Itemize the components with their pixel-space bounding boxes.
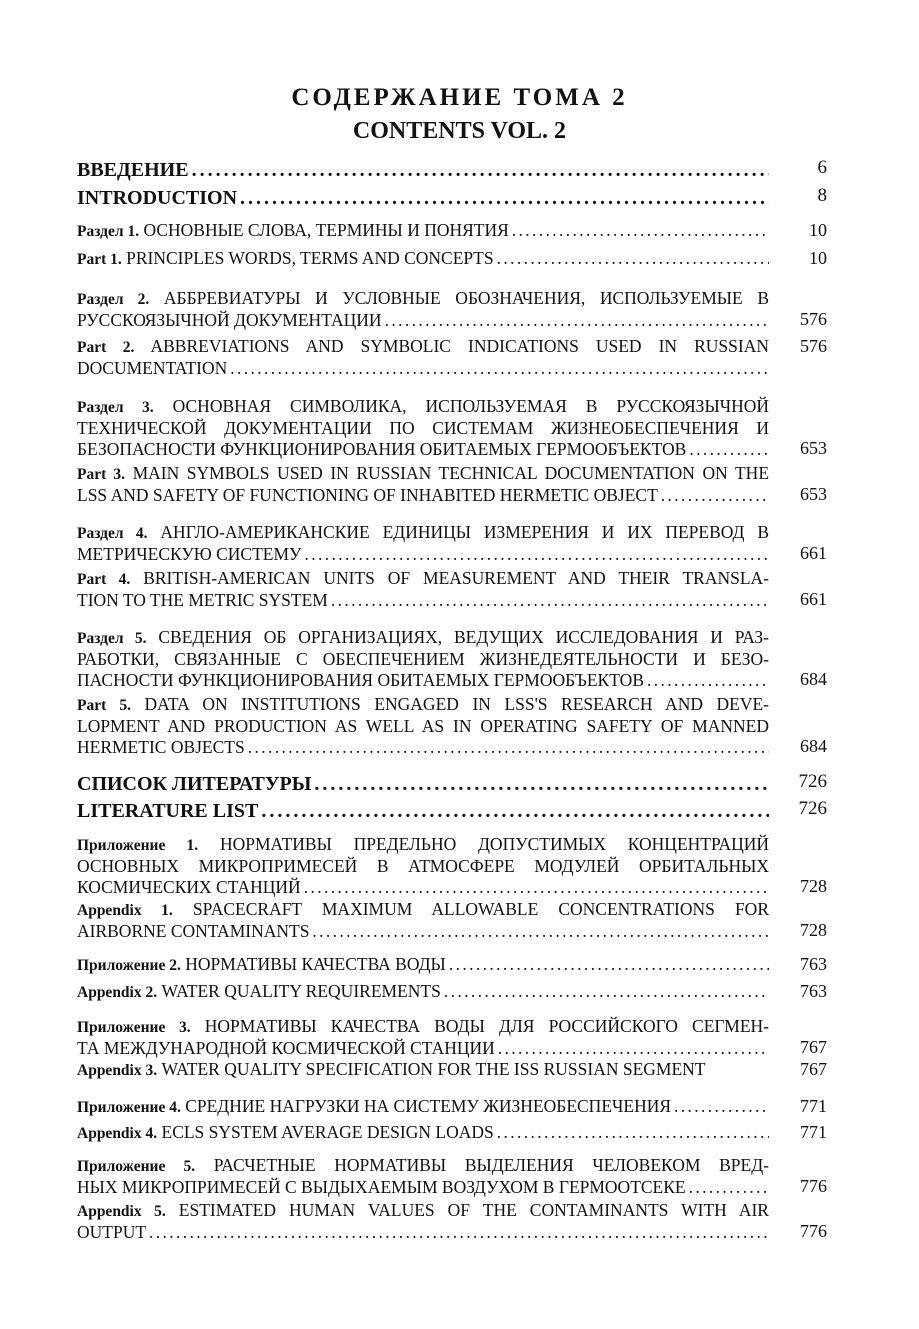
dot-leader [240,185,769,211]
entry-text: НОРМАТИВЫ ПРЕДЕЛЬНО ДОПУСТИМЫХ КОНЦЕНТРАЦИЙ [219,834,770,854]
entry-prefix: Appendix 4. [77,1125,158,1142]
entry-title: КОСМИЧЕСКИХ СТАНЦИЙ [77,877,301,897]
entry-prefix: Part 2. [77,339,135,356]
page-number: 576 [800,336,827,356]
entry-prefix: Part 1. [77,251,122,268]
dot-leader [512,220,769,241]
entry-text: АББРЕВИАТУРЫ И УСЛОВНЫЕ ОБОЗНАЧЕНИЯ, ИСПОЛЬЗУЕМЫЕ В [163,288,770,308]
dot-leader [314,771,769,797]
entry-text: СВЕДЕНИЯ ОБ ОРГАНИЗАЦИЯХ, ВЕДУЩИХ ИССЛЕДОВАНИЯ И РАЗ- [158,627,770,647]
toc-entry [77,568,827,611]
entry-prefix: Раздел 4. [77,525,148,542]
page-number: 771 [800,1096,827,1116]
entry-line [77,418,769,439]
entry-line [77,899,769,921]
entry-text: LOPMENT AND PRODUCTION AS WELL AS IN OPERATING SAFETY OF MANNED [77,716,769,736]
dot-leader [304,877,769,898]
toc-entry [77,157,827,183]
dot-leader [497,1122,769,1143]
page-number: 763 [800,954,827,974]
entry-title: AIRBORNE CONTAMINANTS [77,921,310,941]
dot-leader [689,439,769,460]
page-number: 776 [800,1176,827,1196]
toc-entry [77,1059,827,1081]
entry-line [77,463,769,485]
entry-text: DATA ON INSTITUTIONS ENGAGED IN LSS'S RESEARCH AND DEVE- [144,694,770,714]
dot-leader [230,358,769,379]
page-number: 776 [800,1221,827,1241]
entry-prefix: Приложение 2. [77,957,181,974]
entry-prefix: Part 4. [77,571,131,588]
entry-prefix: Appendix 3. [77,1062,158,1079]
dot-leader [689,1177,769,1198]
entry-title: НОРМАТИВЫ КАЧЕСТВА ВОДЫ [185,954,446,974]
page-number: 10 [809,220,827,240]
page-number: 767 [800,1037,827,1057]
entry-line [77,568,769,590]
entry-text: MAIN SYMBOLS USED IN RUSSIAN TECHNICAL DOCUMENTATION ON THE [132,463,770,483]
entry-title: TION TO THE METRIC SYSTEM [77,590,328,610]
toc-entry [77,1096,827,1118]
dot-leader [331,590,769,611]
dot-leader [497,248,769,269]
entry-text: SPACECRAFT MAXIMUM ALLOWABLE CONCENTRATIONS FOR [192,899,769,919]
page-title-ru: СОДЕРЖАНИЕ ТОМА 2 [291,84,628,111]
entry-prefix: Приложение 4. [77,1099,181,1116]
entry-text: ESTIMATED HUMAN VALUES OF THE CONTAMINANTS WITH AIR [178,1200,769,1220]
entry-title: HERMETIC OBJECTS [77,737,245,757]
dot-leader [385,310,769,331]
page-number: 728 [800,876,827,896]
entry-title: БЕЗОПАСНОСТИ ФУНКЦИОНИРОВАНИЯ ОБИТАЕМЫХ ГЕРМООБЪЕКТОВ [77,439,687,459]
entry-text: BRITISH-AMERICAN UNITS OF MEASUREMENT AND THEIR TRANSLA- [143,568,769,588]
entry-prefix: Раздел 2. [77,291,150,308]
entry-line [77,336,769,358]
dot-leader [304,544,769,565]
toc-entry [77,798,827,824]
entry-text: НОРМАТИВЫ КАЧЕСТВА ВОДЫ ДЛЯ РОССИЙСКОГО СЕГМЕН- [204,1016,769,1036]
entry-prefix: Appendix 2. [77,984,158,1001]
dot-leader [647,670,769,691]
toc-entry [77,627,827,691]
entry-prefix: Appendix 5. [77,1203,166,1220]
page-number: 771 [800,1122,827,1142]
entry-line [77,1155,769,1177]
entry-title: WATER QUALITY SPECIFICATION FOR THE ISS RUSSIAN SEGMENT [161,1059,706,1079]
toc-entry [77,522,827,565]
dot-leader [312,921,769,942]
page-number: 728 [800,920,827,940]
entry-title: DOCUMENTATION [77,358,228,378]
dot-leader [661,485,769,506]
toc-entry [77,336,827,379]
toc-entry [77,185,827,211]
entry-line [77,627,769,649]
entry-prefix: Раздел 3. [77,399,154,416]
dot-leader [449,954,769,975]
entry-line [77,716,769,737]
page-number: 653 [800,484,827,504]
entry-title: СПИСОК ЛИТЕРАТУРЫ [77,773,312,795]
entry-prefix: Part 3. [77,466,125,483]
entry-title: PRINCIPLES WORDS, TERMS AND CONCEPTS [126,248,494,268]
entry-line [77,522,769,544]
entry-prefix: Приложение 3. [77,1019,191,1036]
entry-line [77,856,769,877]
page-title-en: CONTENTS VOL. 2 [352,118,567,144]
entry-title: ПАСНОСТИ ФУНКЦИОНИРОВАНИЯ ОБИТАЕМЫХ ГЕРМООБЪЕКТОВ [77,670,644,690]
entry-text: ТЕХНИЧЕСКОЙ ДОКУМЕНТАЦИИ ПО СИСТЕМАМ ЖИЗНЕОБЕСПЕЧЕНИЯ И [77,418,769,438]
dot-leader [248,737,769,758]
entry-title: INTRODUCTION [77,187,238,209]
toc-entry [77,396,827,460]
entry-line [77,288,769,310]
dot-leader [192,157,769,183]
entry-title: ВВЕДЕНИЕ [77,159,189,181]
entry-title: РУССКОЯЗЫЧНОЙ ДОКУМЕНТАЦИИ [77,310,382,330]
toc-entry [77,899,827,942]
entry-title: ECLS SYSTEM AVERAGE DESIGN LOADS [161,1122,494,1142]
dot-leader [674,1096,769,1117]
page-number: 8 [817,185,827,206]
toc-entry [77,463,827,506]
dot-leader [444,981,769,1002]
entry-prefix: Приложение 5. [77,1158,196,1175]
toc-entry [77,1200,827,1243]
page-number: 661 [800,543,827,563]
dot-leader [261,798,769,824]
entry-prefix: Раздел 5. [77,630,147,647]
entry-title: НЫХ МИКРОПРИМЕСЕЙ С ВЫДЫХАЕМЫМ ВОЗДУХОМ В ГЕРМООТСЕКЕ [77,1177,686,1197]
toc-entry [77,834,827,898]
toc-entry [77,1016,827,1059]
entry-title: WATER QUALITY REQUIREMENTS [161,981,441,1001]
page-number: 684 [800,736,827,756]
entry-line [77,396,769,418]
entry-text: РАБОТКИ, СВЯЗАННЫЕ С ОБЕСПЕЧЕНИЕМ ЖИЗНЕДЕЯТЕЛЬНОСТИ И БЕЗО- [77,649,769,669]
page-number: 684 [800,669,827,689]
entry-text: ABBREVIATIONS AND SYMBOLIC INDICATIONS USED IN RUSSIAN [150,336,769,356]
entry-text: АНГЛО-АМЕРИКАНСКИЕ ЕДИНИЦЫ ИЗМЕРЕНИЯ И ИХ ПЕРЕВОД В [160,522,769,542]
entry-title: ОСНОВНЫЕ СЛОВА, ТЕРМИНЫ И ПОНЯТИЯ [143,220,509,240]
toc-entry [77,248,827,270]
page-number: 653 [800,438,827,458]
entry-prefix: Part 5. [77,697,131,714]
entry-line [77,1200,769,1222]
page-number: 10 [809,248,827,268]
page-number: 661 [800,589,827,609]
entry-title: OUTPUT [77,1222,147,1242]
entry-line [77,694,769,716]
entry-line [77,834,769,856]
toc-entry [77,288,827,331]
entry-title: СРЕДНИЕ НАГРУЗКИ НА СИСТЕМУ ЖИЗНЕОБЕСПЕЧЕНИЯ [185,1096,672,1116]
page-number: 726 [798,798,827,819]
entry-line [77,649,769,670]
page-number: 576 [800,309,827,329]
toc-entry [77,771,827,797]
dot-leader [149,1222,769,1243]
entry-title: LSS AND SAFETY OF FUNCTIONING OF INHABITED HERMETIC OBJECT [77,485,658,505]
entry-text: РАСЧЕТНЫЕ НОРМАТИВЫ ВЫДЕЛЕНИЯ ЧЕЛОВЕКОМ ВРЕД- [213,1155,769,1175]
entry-title: МЕТРИЧЕСКУЮ СИСТЕМУ [77,544,302,564]
toc-entry [77,694,827,758]
dot-leader [498,1038,769,1059]
entry-text: ОСНОВНЫХ МИКРОПРИМЕСЕЙ В АТМОСФЕРЕ МОДУЛЕЙ ОРБИТАЛЬНЫХ [77,856,769,876]
toc-entry [77,220,827,242]
toc-entry [77,1155,827,1198]
page-number: 763 [800,981,827,1001]
entry-line [77,1016,769,1038]
entry-text: ОСНОВНАЯ СИМВОЛИКА, ИСПОЛЬЗУЕМАЯ В РУССКОЯЗЫЧНОЙ [172,396,770,416]
page-number: 726 [798,771,827,792]
toc-entry [77,954,827,976]
toc-entry [77,981,827,1003]
entry-title: ТА МЕЖДУНАРОДНОЙ КОСМИЧЕСКОЙ СТАНЦИИ [77,1038,495,1058]
entry-prefix: Приложение 1. [77,837,199,854]
entry-prefix: Раздел 1. [77,223,140,240]
page-number: 6 [817,157,827,178]
entry-title: LITERATURE LIST [77,800,259,822]
page-number: 767 [800,1059,827,1079]
toc-entry [77,1122,827,1144]
entry-prefix: Appendix 1. [77,902,173,919]
